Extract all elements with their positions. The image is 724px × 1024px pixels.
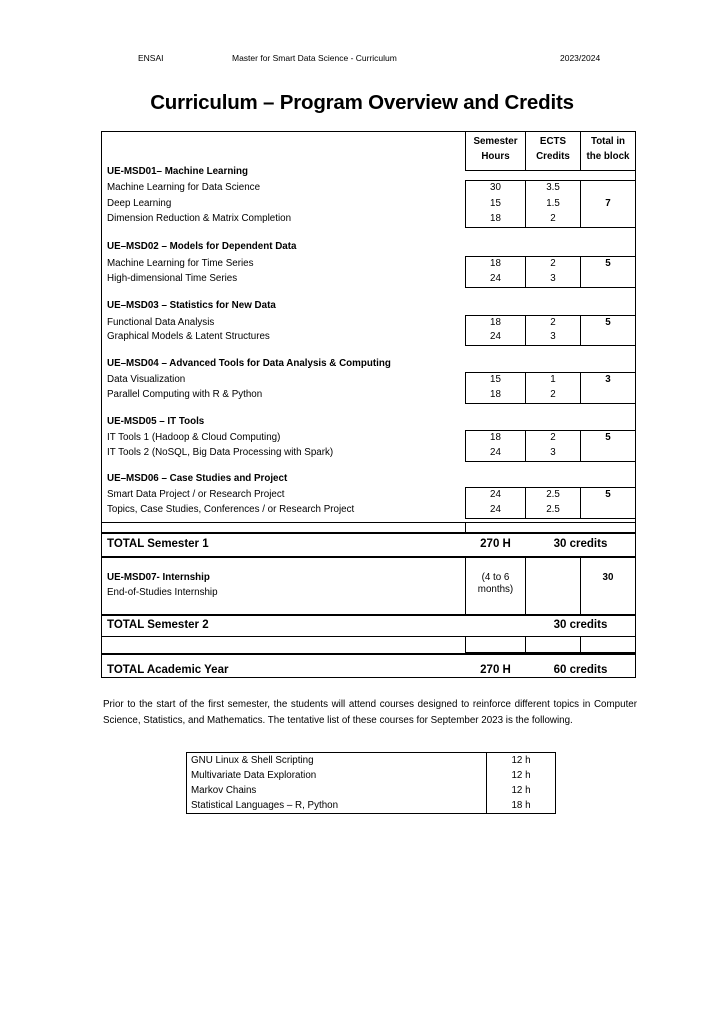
course-hours: 30 [490, 182, 501, 193]
course-ects: 3.5 [546, 182, 560, 193]
semester1-label: TOTAL Semester 1 [107, 538, 209, 550]
course-ects: 2.5 [546, 489, 560, 500]
course-hours: 24 [490, 273, 501, 284]
unit-title: UE–MSD06 – Case Studies and Project [107, 473, 288, 484]
unit-total: 5 [605, 489, 611, 500]
course-ects: 2.5 [546, 504, 560, 515]
internship-total: 30 [602, 572, 614, 583]
header-school: ENSAI [138, 53, 164, 63]
course-ects: 2 [550, 389, 556, 400]
semester1-credits: 30 credits [553, 538, 608, 550]
course-ects: 1.5 [546, 198, 560, 209]
semester2-credits: 30 credits [553, 619, 608, 631]
year-total-label: TOTAL Academic Year [107, 664, 229, 676]
semester1-hours: 270 H [480, 538, 511, 550]
unit-total: 5 [605, 317, 611, 328]
course-name: Smart Data Project / or Research Project [107, 489, 285, 500]
course-hours: 15 [490, 374, 501, 385]
course-ects: 2 [550, 213, 556, 224]
prep-row [186, 798, 556, 813]
course-name: IT Tools 1 (Hadoop & Cloud Computing) [107, 432, 281, 443]
course-name: Functional Data Analysis [107, 317, 215, 328]
col-header-block: Total in the block [586, 136, 630, 162]
course-name: High-dimensional Time Series [107, 273, 238, 284]
prep-course-hours: 12 h [511, 770, 531, 781]
course-ects: 2 [550, 432, 556, 443]
course-ects: 3 [550, 447, 556, 458]
year-total-credits: 60 credits [553, 664, 608, 676]
unit-title: UE-MSD01– Machine Learning [107, 166, 248, 177]
unit-total: 3 [605, 374, 611, 385]
unit-title: UE–MSD03 – Statistics for New Data [107, 300, 276, 311]
prep-course-hours: 18 h [511, 800, 531, 811]
unit-title: UE–MSD04 – Advanced Tools for Data Analysis & Computing [107, 358, 391, 369]
prep-course-name: Markov Chains [191, 785, 257, 796]
unit-total: 7 [605, 198, 611, 209]
course-ects: 2 [550, 317, 556, 328]
course-name: IT Tools 2 (NoSQL, Big Data Processing with Spark) [107, 447, 334, 458]
course-hours: 24 [490, 447, 501, 458]
course-hours: 18 [490, 258, 501, 269]
prep-course-name: Statistical Languages – R, Python [191, 800, 339, 811]
prep-row [186, 768, 556, 783]
internship-course: End-of-Studies Internship [107, 587, 218, 598]
course-hours: 15 [490, 198, 501, 209]
header-year: 2023/2024 [560, 53, 601, 63]
course-hours: 24 [490, 504, 501, 515]
course-name: Machine Learning for Time Series [107, 258, 254, 269]
course-hours: 18 [490, 213, 501, 224]
course-hours: 18 [490, 389, 501, 400]
prep-row [186, 753, 556, 768]
course-ects: 1 [550, 374, 556, 385]
unit-total: 5 [605, 432, 611, 443]
course-name: Machine Learning for Data Science [107, 182, 261, 193]
internship-duration: (4 to 6 months) [477, 572, 514, 595]
course-name: Topics, Case Studies, Conferences / or Research Project [107, 504, 355, 515]
prep-row [186, 783, 556, 798]
course-hours: 18 [490, 317, 501, 328]
prep-course-name: Multivariate Data Exploration [191, 770, 317, 781]
prep-courses-table [186, 752, 556, 814]
unit-total: 5 [605, 258, 611, 269]
page-title: Curriculum – Program Overview and Credits [150, 91, 574, 114]
course-name: Deep Learning [107, 198, 172, 209]
course-ects: 3 [550, 273, 556, 284]
col-header-hours: Semester Hours [473, 136, 518, 162]
unit-title: UE–MSD02 – Models for Dependent Data [107, 241, 297, 252]
course-name: Graphical Models & Latent Structures [107, 331, 270, 342]
course-name: Dimension Reduction & Matrix Completion [107, 213, 292, 224]
course-ects: 2 [550, 258, 556, 269]
header-program: Master for Smart Data Science - Curriculum [232, 53, 397, 63]
semester2-label: TOTAL Semester 2 [107, 619, 209, 631]
course-hours: 24 [490, 489, 501, 500]
internship-title: UE-MSD07- Internship [107, 572, 210, 583]
prep-course-name: GNU Linux & Shell Scripting [191, 755, 314, 766]
intro-paragraph: Prior to the start of the first semester, the students will attend courses designed to reinforce different topics in Computer Science, Statistics, and Mathematics. The tentative list of these courses for September 2023 is the following. [103, 699, 637, 726]
course-ects: 3 [550, 331, 556, 342]
course-name: Parallel Computing with R & Python [107, 389, 263, 400]
prep-course-hours: 12 h [511, 755, 531, 766]
prep-course-hours: 12 h [511, 785, 531, 796]
course-name: Data Visualization [107, 374, 186, 385]
spacer-cell-group [465, 636, 636, 653]
course-hours: 18 [490, 432, 501, 443]
col-header-ects: ECTS Credits [536, 136, 570, 162]
unit-title: UE-MSD05 – IT Tools [107, 416, 205, 427]
year-total-hours: 270 H [480, 664, 511, 676]
course-hours: 24 [490, 331, 501, 342]
